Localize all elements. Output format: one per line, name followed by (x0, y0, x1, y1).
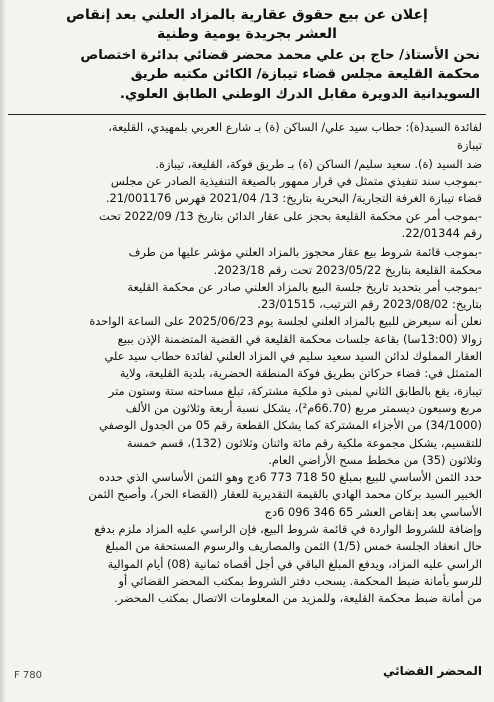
body-line: -بموجب أمر عن محكمة القليعة بحجز على عقار الدائن بتاريخ 13/ 2022/09 تحت (99, 208, 482, 223)
body-line: حدد الثمن الأساسي للبيع بمبلغ 50 718 773 6دج وهو الثمن الأساسي الذي حدده (98, 470, 482, 485)
intro-line: السويدانية الدويرة مقابل الدرك الوطني الطابق العلوي. (119, 86, 480, 102)
intro-line: محكمة القليعة مجلس قضاء تيبازة/ الكائن مكتبه طريق (130, 67, 480, 83)
body-line: محكمة القليعة بتاريخ 2023/05/22 تحت رقم 2023/18. (213, 262, 482, 277)
body-line: المتمثل في: قضاء حركاتن بطريق فوكة المنطقة الحضرية، بلدية القليعة، ولاية (119, 366, 482, 381)
body-line: الخبير السيد بركان محمد الهادي بالقيمة التقديرية للعقار (القضاء الحر)، وأصبح الثمن (88, 487, 482, 502)
signature-label: المحضر القضائي (382, 664, 482, 678)
body-line: مربع وسبعون ديسمتر مربع (66.70م²)، يشكل نسبة أربعة وثلاثون من الألف (125, 400, 482, 415)
body-line: من أمانة ضبط محكمة القليعة، وللمزيد من المعلومات الاتصال بمكتب المحضر. (114, 591, 482, 606)
body-line: للتقسيم، يشكل مجموعة ملكية رقم مائة واثنان وثلاثون (132)، قسم خمسة (126, 435, 482, 450)
body-line: وثلاثون (35) من مخطط مسح الأراضي العام. (268, 452, 482, 467)
title-line-2: العشر بجريدة يومية وطنية (157, 26, 337, 42)
body-line: ضد السيد (ة). سعيد سليم/ الساكن (ة) بـ طريق فوكة، القليعة، تيبازة. (155, 156, 482, 171)
body-line: نعلن أنه سيعرض للبيع بالمزاد العلني لجلسة يوم 2025/06/23 على الساعة الواحدة (89, 314, 482, 329)
body-line: للرسو بأمانة ضبط المحكمة. يسحب دفتر الشروط بمكتب المحضر القضائي أو (118, 573, 482, 588)
intro-line: نحن الأستاذ/ حاج بن علي محمد محضر قضائي بدائرة اختصاص (80, 48, 480, 63)
bailiff-intro (0, 44, 494, 104)
scan-edge-shadow (0, 0, 6, 702)
body-line: تيبازة (457, 137, 482, 152)
body-line: الراسي عليه المزاد، ويدفع المبلغ الباقي في أجل أقصاه ثمانية (08) أيام الموالية (107, 556, 482, 571)
body-line: (34/1000) من الأجزاء المشتركة كما يشكل القطعة رقم 05 من الجدول الوصفي (98, 418, 482, 433)
body-line: لفائدة السيد(ة): حطاب سيد علي/ الساكن (ة) بـ شارع العربي بلمهيدي، القليعة، (108, 120, 482, 135)
reference-code: F 780 (14, 670, 43, 681)
body-line: وإضافة للشروط الواردة في قائمة شروط البيع، فإن الراسي عليه المزاد ملزم بدفع (94, 522, 482, 537)
announcement-title (0, 0, 494, 44)
body-line: تيبازة، يقع بالطابق الثاني لمبنى ذو ملكية مشتركة، تبلغ مساحته ستة وستون متر (108, 383, 482, 398)
announcement-footer (14, 664, 482, 684)
title-line-1: إعلان عن بيع حقوق عقارية بالمزاد العلني بعد إنقاص (66, 7, 428, 23)
body-line: -بموجب سند تنفيذي متمثل في قرار ممهور بالصيغة التنفيذية الصادر عن مجلس (110, 174, 482, 189)
body-line: -بموجب أمر بتحديد تاريخ جلسة البيع بالمزاد العلني صادر عن محكمة القليعة (127, 279, 482, 294)
body-line: -بموجب قائمة شروط بيع عقار محجوز بالمزاد العلني مؤشر عليها من طرف (128, 245, 482, 260)
body-line: بتاريخ: 2023/08/02 رقم الترتيب، 23/01515. (257, 297, 482, 312)
body-line: الأساسي بعد إنقاص العشر 65 346 096 6دج (264, 504, 482, 519)
body-line: زوالا (13:00سا) بقاعة جلسات محكمة القليعة في القضية المتضمنة الإذن ببيع (117, 331, 482, 346)
body-line: حال انعقاد الجلسة خمس (1/5) الثمن والمصاريف والرسوم المستحقة من المبلغ (105, 539, 482, 554)
body-line: العقار المملوك لدائن السيد سعيد سليم في المزاد العلني لفائدة حطاب سيد علي (104, 349, 482, 364)
body-line: قضاء تيبازة الغرفة التجارية/ البحرية بتاريخ: 13/ 2021/04 فهرس 21/001176. (105, 191, 482, 206)
announcement-body (0, 115, 494, 607)
body-line: رقم 22/01344. (401, 226, 482, 240)
